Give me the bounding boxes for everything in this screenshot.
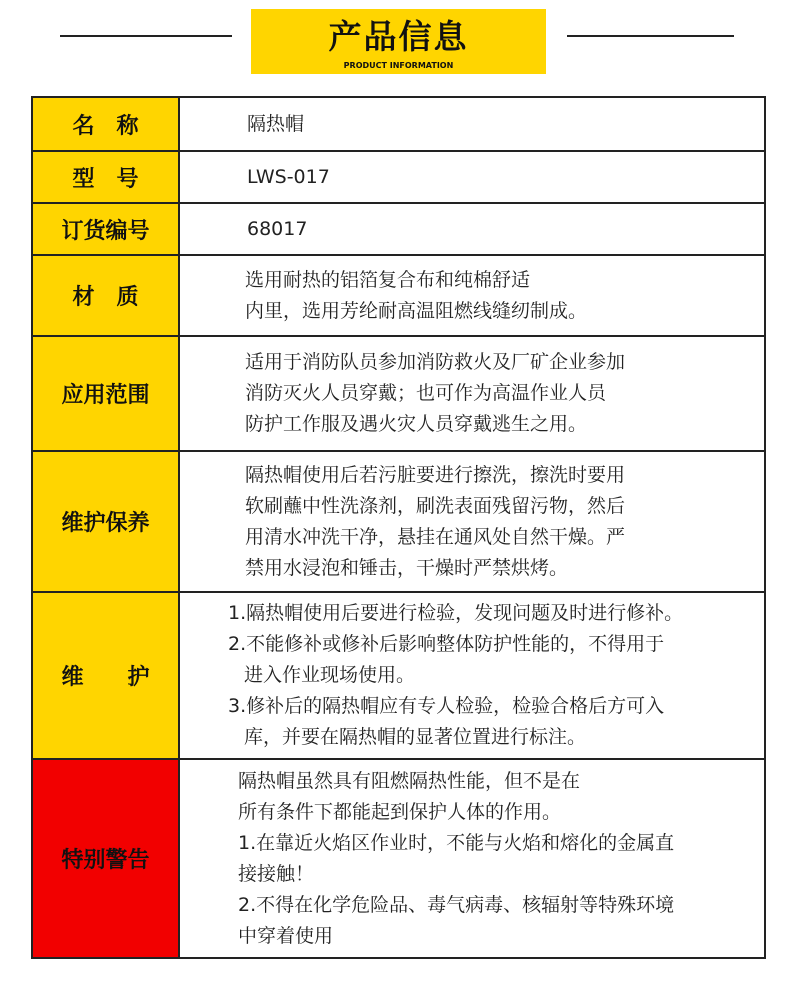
value-repair [179,592,765,759]
application-line: 防护工作服及遇火灾人员穿戴逃生之用。 [245,413,588,435]
value-model: LWS-017 [179,151,765,203]
header-rule-left [60,35,232,37]
product-info-table [31,96,766,959]
maintenance-line: 用清水冲洗干净，悬挂在通风处自然干燥。严 [245,525,626,548]
repair-line: 进入作业现场使用。 [244,664,416,686]
repair-line: 2.不能修补或修补后影响整体防护性能的，不得用于 [228,633,665,655]
warning-line: 隔热帽虽然具有阻燃隔热性能，但不是在 [238,769,581,792]
label-warning: 特别警告 [32,759,179,958]
row-repair [32,592,765,759]
header-rule-right [567,35,734,37]
label-maintenance: 维护保养 [32,451,179,592]
label-repair: 维 护 [32,592,179,759]
row-model [32,151,765,203]
repair-line: 1.隔热帽使用后要进行检验，发现问题及时进行修补。 [228,602,684,624]
maintenance-line: 隔热帽使用后若污脏要进行擦洗，擦洗时要用 [245,463,626,486]
value-name: 隔热帽 [179,97,765,151]
label-order-no: 订货编号 [32,203,179,255]
warning-line: 接接触！ [238,862,315,885]
warning-line: 中穿着使用 [238,924,334,947]
material-line: 选用耐热的铝箔复合布和纯棉舒适 [245,268,531,291]
label-material: 材 质 [32,255,179,336]
warning-line: 2.不得在化学危险品、毒气病毒、核辐射等特殊环境 [238,893,675,916]
page-title: 产品信息 [328,17,469,56]
page-subtitle: PRODUCT INFORMATION [343,61,454,70]
repair-line: 3.修补后的隔热帽应有专人检验，检验合格后方可入 [228,695,665,717]
value-maintenance [179,451,765,592]
label-name: 名 称 [32,97,179,151]
label-model: 型 号 [32,151,179,203]
warning-line: 1.在靠近火焰区作业时，不能与火焰和熔化的金属直 [238,831,675,854]
row-material [32,255,765,336]
value-order-no: 68017 [179,203,765,255]
row-order-no [32,203,765,255]
label-application: 应用范围 [32,336,179,451]
row-warning [32,759,765,958]
application-line: 消防灭火人员穿戴；也可作为高温作业人员 [245,382,607,404]
maintenance-line: 软刷蘸中性洗涤剂，刷洗表面残留污物，然后 [245,494,626,517]
row-name [32,97,765,151]
row-application [32,336,765,451]
value-warning [179,759,765,958]
value-material [179,255,765,336]
material-line: 内里，选用芳纶耐高温阻燃线缝纫制成。 [245,299,588,322]
row-maintenance [32,451,765,592]
value-application [179,336,765,451]
header-banner [251,9,546,74]
application-line: 适用于消防队员参加消防救火及厂矿企业参加 [245,351,626,373]
maintenance-line: 禁用水浸泡和锤击，干燥时严禁烘烤。 [245,556,569,579]
warning-line: 所有条件下都能起到保护人体的作用。 [238,800,562,823]
repair-line: 库，并要在隔热帽的显著位置进行标注。 [244,726,587,748]
